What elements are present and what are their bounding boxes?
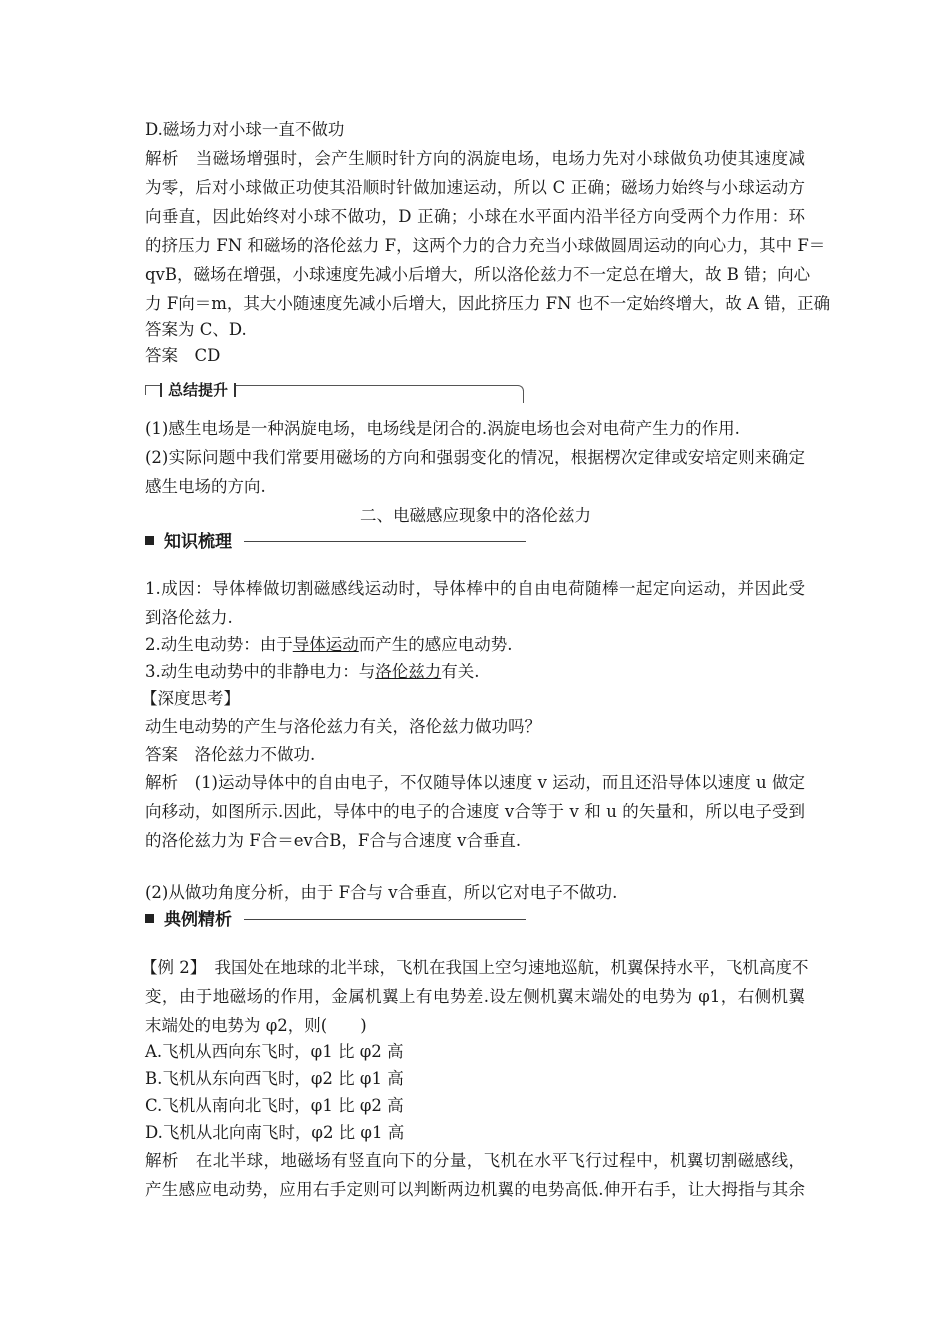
knowledge-point-1-cont: 到洛伦兹力.	[145, 608, 233, 627]
example-option-c: C.飞机从南向北飞时，φ1 比 φ2 高	[145, 1096, 404, 1115]
heading-rule	[244, 541, 526, 542]
heading-rule	[244, 919, 526, 920]
example-analysis: 产生感应电动势，应用右手定则可以判断两边机翼的电势高低.伸开右手，让大拇指与其余	[145, 1180, 805, 1199]
point2-text: 2.动生电动势：由于	[145, 635, 293, 654]
summary-title: 总结提升	[160, 380, 236, 400]
square-bullet-icon	[145, 914, 154, 923]
point3-text-end: 有关.	[441, 662, 480, 681]
analysis-line: qvB，磁场在增强，小球速度先减小后增大，所以洛伦兹力不一定总在增大，故 B 错；向心	[145, 265, 811, 284]
knowledge-point-3	[145, 661, 480, 683]
knowledge-heading	[145, 530, 526, 554]
example-option-b: B.飞机从东向西飞时，φ2 比 φ1 高	[145, 1069, 404, 1088]
example-stem: 变，由于地磁场的作用，金属机翼上有电势差.设左侧机翼末端处的电势为 φ1，右侧机翼	[145, 987, 805, 1006]
deep-think-analysis: 的洛伦兹力为 F合＝ev合B，F合与合速度 v合垂直.	[145, 831, 522, 850]
deep-think-question: 动生电动势的产生与洛伦兹力有关，洛伦兹力做功吗？	[145, 717, 541, 736]
deep-think-answer: 答案 洛伦兹力不做功.	[145, 745, 316, 764]
example-stem: 末端处的电势为 φ2，则( )	[145, 1016, 367, 1035]
point3-text: 3.动生电动势中的非静电力：与	[145, 662, 376, 681]
summary-item: 感生电场的方向.	[145, 477, 266, 496]
knowledge-title: 知识梳理	[164, 532, 232, 552]
analysis-line: 的挤压力 FN 和磁场的洛伦兹力 F，这两个力的合力充当小球做圆周运动的向心力，其中 F＝	[145, 236, 826, 255]
summary-item: (2)实际问题中我们常要用磁场的方向和强弱变化的情况，根据楞次定律或安培定则来确定	[145, 448, 805, 467]
analysis-line: 解析 当磁场增强时，会产生顺时针方向的涡旋电场，电场力先对小球做负功使其速度减	[145, 149, 805, 168]
deep-think-analysis: 解析 (1)运动导体中的自由电子，不仅随导体以速度 v 运动，而且还沿导体以速度 u 做定	[145, 773, 805, 792]
deep-think-analysis: 向移动，如图所示.因此，导体中的电子的合速度 v合等于 v 和 u 的矢量和，所以电子受到	[145, 802, 805, 821]
point2-text-end: 而产生的感应电动势.	[358, 635, 513, 654]
analysis-line: 答案为 C、D.	[145, 320, 247, 339]
point3-underlined: 洛伦兹力	[375, 662, 442, 681]
analysis-line: 向垂直，因此始终对小球不做功，D 正确；小球在水平面内沿半径方向受两个力作用：环	[145, 207, 805, 226]
knowledge-point-1: 1.成因：导体棒做切割磁感线运动时，导体棒中的自由电荷随棒一起定向运动，并因此受	[145, 579, 805, 598]
example-stem: 【例 2】 我国处在地球的北半球，飞机在我国上空匀速地巡航，机翼保持水平，飞机高度不	[141, 958, 809, 977]
point2-underlined: 导体运动	[292, 635, 359, 654]
examples-title: 典例精析	[164, 910, 232, 930]
analysis-line: 力 F向＝m，其大小随速度先减小后增大，因此挤压力 FN 也不一定始终增大，故 A 错，正确	[145, 294, 831, 313]
answer-line: 答案 CD	[145, 346, 221, 365]
example-option-a: A.飞机从西向东飞时，φ1 比 φ2 高	[145, 1042, 404, 1061]
square-bullet-icon	[145, 536, 154, 545]
example-option-d: D.飞机从北向南飞时，φ2 比 φ1 高	[145, 1123, 405, 1142]
deep-think-analysis: (2)从做功角度分析，由于 F合与 v合垂直，所以它对电子不做功.	[145, 883, 618, 902]
knowledge-point-2	[145, 634, 513, 656]
example-analysis: 解析 在北半球，地磁场有竖直向下的分量，飞机在水平飞行过程中，机翼切割磁感线，	[145, 1151, 805, 1170]
option-d: D.磁场力对小球一直不做功	[145, 120, 345, 139]
deep-think-label: 【深度思考】	[141, 689, 240, 708]
analysis-line: 为零，后对小球做正功使其沿顺时针做加速运动，所以 C 正确；磁场力始终与小球运动方	[145, 178, 805, 197]
examples-heading	[145, 908, 526, 932]
summary-frame-tick	[145, 385, 146, 395]
section-heading: 二、电磁感应现象中的洛伦兹力	[360, 506, 591, 525]
summary-item: (1)感生电场是一种涡旋电场，电场线是闭合的.涡旋电场也会对电荷产生力的作用.	[145, 419, 740, 438]
